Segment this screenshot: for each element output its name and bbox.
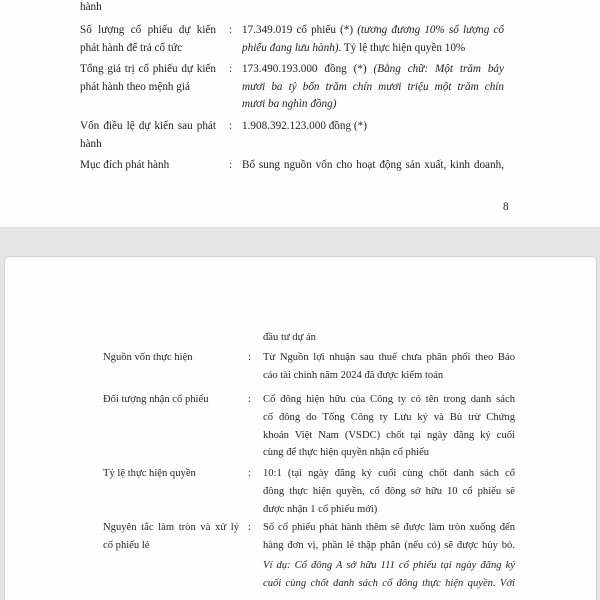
label-line: Nguồn vốn thực hiện (103, 352, 193, 363)
page-number: 8 (503, 201, 509, 213)
label-line: phát hành để trả cổ tức (80, 41, 183, 54)
value-line (242, 118, 504, 136)
separator-colon: : (248, 394, 251, 405)
value-italic-text: (tương đương 10% số lượng cổ (357, 24, 504, 36)
value-total-par-value (242, 61, 504, 114)
label-line: Tổng giá trị cổ phiếu dự kiến (80, 63, 216, 75)
value-line (242, 157, 504, 175)
value-text: Bổ sung nguồn vốn cho hoạt động sản xuất, kinh doanh, (242, 159, 504, 171)
value-text: 1.908.392.123.000 đồng (*) (242, 120, 367, 132)
value-line: được nhận 1 cổ phiếu mới) (263, 503, 378, 515)
value-line (242, 40, 504, 58)
label-funding-source (103, 349, 239, 367)
value-exercise-ratio (263, 465, 515, 518)
value-line: cáo tài chính năm 2024 đã được kiểm toán (263, 369, 444, 381)
carryover-text (263, 329, 515, 347)
separator-colon: : (229, 63, 233, 75)
label-line: phát hành theo mệnh giá (80, 80, 190, 93)
value-italic-text: (Bằng chữ: Một trăm bảy (373, 63, 504, 75)
value-italic-text: mươi ba tỷ bốn trăm chín mươi triệu một trăm chín (242, 80, 504, 93)
value-issue-quantity (242, 22, 504, 57)
label-issue-quantity (80, 22, 216, 57)
carryover-text: hành (80, 1, 102, 13)
value-line: 10:1 (tại ngày đăng ký cuối cùng chốt danh sách cổ (263, 468, 515, 479)
separator-colon: : (248, 522, 251, 533)
separator-colon: : (229, 24, 233, 36)
value-line: hàng đơn vị, phần lẻ thập phân (nếu có) sẽ được hủy bỏ. (263, 539, 515, 551)
value-line: Cổ đông hiện hữu của Công ty có tên trong danh sách (263, 394, 515, 405)
value-line: Từ Nguồn lợi nhuận sau thuế chưa phân phối theo Báo (263, 352, 515, 363)
label-line: Vốn điều lệ dự kiến sau phát (80, 120, 216, 132)
value-text: 17.349.019 cổ phiếu (*) (242, 24, 358, 36)
value-charter-capital (242, 118, 504, 136)
label-line: cổ phiếu lẻ (103, 539, 150, 551)
label-line: Tỷ lệ thực hiện quyền (103, 468, 196, 479)
value-line: đông thực hiện quyền, cổ đông sở hữu 10 cổ phiếu sẽ (263, 485, 515, 497)
label-line: Số lượng cổ phiếu dự kiến (80, 24, 216, 36)
value-text: . Tỷ lệ thực hiện quyền 10% (338, 41, 466, 54)
label-eligible-recipients (103, 391, 239, 409)
example-line: cuối cùng chốt danh sách cổ đông thực hiện quyền. Với (263, 577, 515, 589)
label-issue-purpose (80, 157, 216, 175)
value-line (242, 22, 504, 40)
top-page (0, 0, 600, 228)
value-funding-source (263, 349, 515, 385)
value-italic-text: phiếu đang lưu hành) (242, 41, 339, 54)
bottom-page (4, 256, 597, 600)
value-line (242, 61, 504, 79)
label-total-par-value (80, 61, 216, 96)
label-line: hành (80, 137, 102, 150)
separator-colon: : (229, 120, 233, 132)
value-line (242, 79, 504, 97)
label-charter-capital (80, 118, 216, 153)
value-rounding-rule (263, 519, 515, 555)
example-line: Ví dụ: Cổ đông A sở hữu 111 cổ phiếu tại ngày đăng ký (263, 560, 515, 571)
rounding-example (263, 557, 515, 593)
separator-colon: : (248, 468, 251, 479)
value-line: cổ đông do Tổng Công ty Lưu ký và Bù trừ Chứng (263, 411, 515, 423)
label-exercise-ratio (103, 465, 239, 483)
label-line: Nguyên tắc làm tròn và xử lý (103, 522, 239, 533)
value-line (242, 96, 504, 114)
separator-colon: : (248, 352, 251, 363)
value-line: Số cổ phiếu phát hành thêm sẽ được làm tròn xuống đến (263, 522, 515, 533)
value-issue-purpose (242, 157, 504, 175)
value-line: cùng để thực hiện quyền nhận cổ phiếu (263, 447, 430, 459)
label-line: Mục đích phát hành (80, 159, 170, 171)
separator-colon: : (229, 159, 233, 171)
label-rounding-rule (103, 519, 239, 555)
value-eligible-recipients (263, 391, 515, 462)
value-line: khoán Việt Nam (VSDC) chốt tại ngày đăng ký cuối (263, 429, 515, 441)
value-italic-text: mươi ba nghìn đồng) (242, 98, 337, 110)
label-line: Đối tượng nhận cổ phiếu (103, 394, 209, 405)
value-line: đầu tư dự án (263, 332, 316, 343)
value-text: 173.490.193.000 đồng (*) (242, 63, 374, 75)
